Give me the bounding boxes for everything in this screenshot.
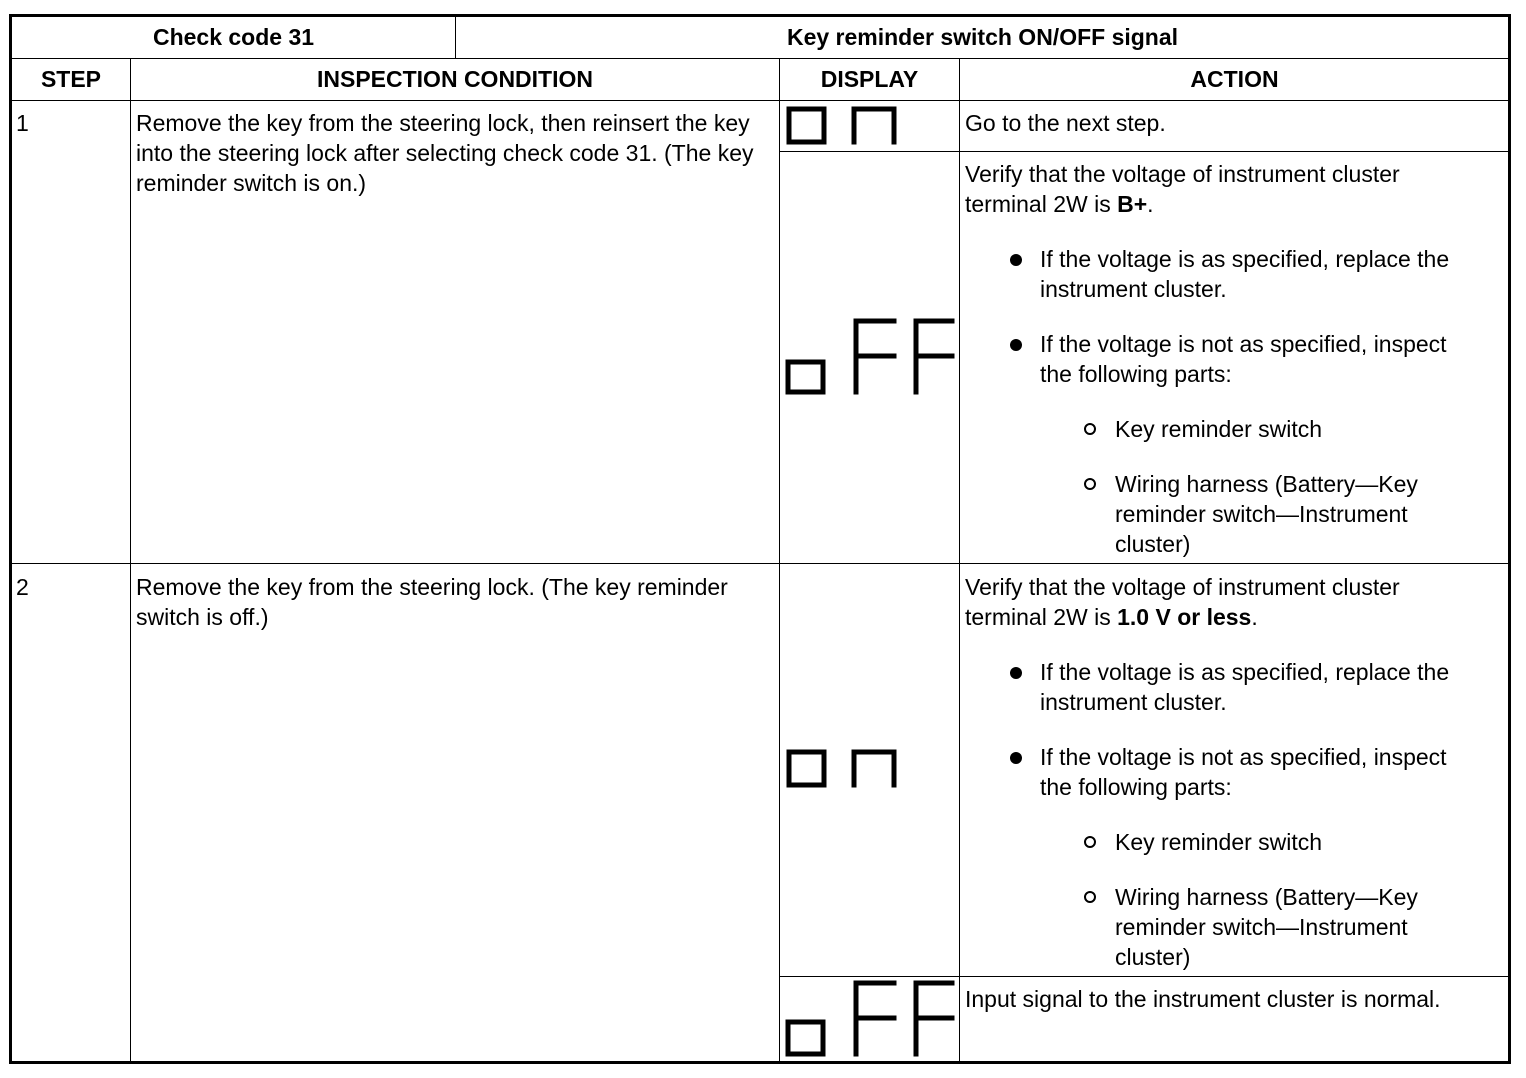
rule-step-col bbox=[130, 58, 131, 1062]
bullet-ring-icon bbox=[1084, 478, 1096, 490]
lcd-display-on bbox=[784, 747, 914, 791]
segment-n bbox=[854, 109, 894, 142]
segment-f2 bbox=[916, 321, 952, 392]
segment-o bbox=[789, 109, 824, 142]
col-header-action: ACTION bbox=[1190, 66, 1279, 92]
segment-f2 bbox=[916, 983, 952, 1054]
lcd-display-off bbox=[782, 318, 957, 398]
bullet-ring-icon bbox=[1084, 836, 1096, 848]
bullet-item: If the voltage is not as specified, inspect the following parts: bbox=[1040, 744, 1447, 800]
sub-bullet-item: Wiring harness (Battery—Key reminder switch—Instrument cluster) bbox=[1115, 471, 1418, 557]
bullet-dot-icon bbox=[1010, 254, 1022, 266]
bullet-dot-icon bbox=[1010, 667, 1022, 679]
verify-text: Verify that the voltage of instrument cluster terminal 2W is B+. bbox=[965, 161, 1400, 217]
bullet-ring-icon bbox=[1084, 891, 1096, 903]
col-header-step: STEP bbox=[40, 66, 102, 92]
rule-display-col bbox=[959, 58, 960, 1062]
lcd-display-off bbox=[782, 980, 957, 1060]
rule-inspection-col bbox=[779, 58, 780, 1062]
step-number: 2 bbox=[16, 574, 29, 600]
inspection-condition: Remove the key from the steering lock. (The key reminder switch is off.) bbox=[136, 574, 728, 630]
action-text: Input signal to the instrument cluster is normal. bbox=[965, 986, 1441, 1012]
verify-text: Verify that the voltage of instrument cluster terminal 2W is 1.0 V or less. bbox=[965, 574, 1400, 630]
segment-o bbox=[788, 1022, 823, 1054]
segment-o bbox=[788, 362, 823, 392]
segment-n bbox=[854, 752, 894, 785]
action-text: Go to the next step. bbox=[965, 110, 1166, 136]
sub-bullet-item: Key reminder switch bbox=[1115, 416, 1323, 442]
bullet-item: If the voltage is as specified, replace the instrument cluster. bbox=[1040, 659, 1450, 715]
col-header-display: DISPLAY bbox=[820, 66, 919, 92]
bullet-dot-icon bbox=[1010, 339, 1022, 351]
segment-f1 bbox=[856, 321, 894, 392]
bullet-ring-icon bbox=[1084, 423, 1096, 435]
bullet-dot-icon bbox=[1010, 752, 1022, 764]
segment-f1 bbox=[856, 983, 894, 1054]
sub-bullet-item: Key reminder switch bbox=[1115, 829, 1323, 855]
col-header-inspection: INSPECTION CONDITION bbox=[316, 66, 593, 92]
lcd-display-on bbox=[784, 104, 914, 148]
signal-title: Key reminder switch ON/OFF signal bbox=[786, 24, 1179, 50]
rule-row1-bottom bbox=[11, 563, 1509, 564]
bullet-item: If the voltage is not as specified, inspect the following parts: bbox=[1040, 331, 1447, 387]
inspection-condition: Remove the key from the steering lock, then reinsert the key into the steering lock after selecting check code 31. (The key reminder switch is on.) bbox=[136, 110, 754, 196]
segment-o bbox=[789, 752, 824, 785]
bullet-item: If the voltage is as specified, replace the instrument cluster. bbox=[1040, 246, 1450, 302]
sub-bullet-item: Wiring harness (Battery—Key reminder switch—Instrument cluster) bbox=[1115, 884, 1418, 970]
verify-value: B+ bbox=[1117, 191, 1148, 217]
step-number: 1 bbox=[16, 110, 29, 136]
check-code-title: Check code 31 bbox=[152, 24, 315, 50]
rule-r2a-bottom bbox=[779, 976, 1509, 977]
rule-colhead-bottom bbox=[11, 100, 1509, 101]
rule-r1a-bottom bbox=[779, 151, 1509, 152]
verify-value: 1.0 V or less bbox=[1117, 604, 1252, 630]
